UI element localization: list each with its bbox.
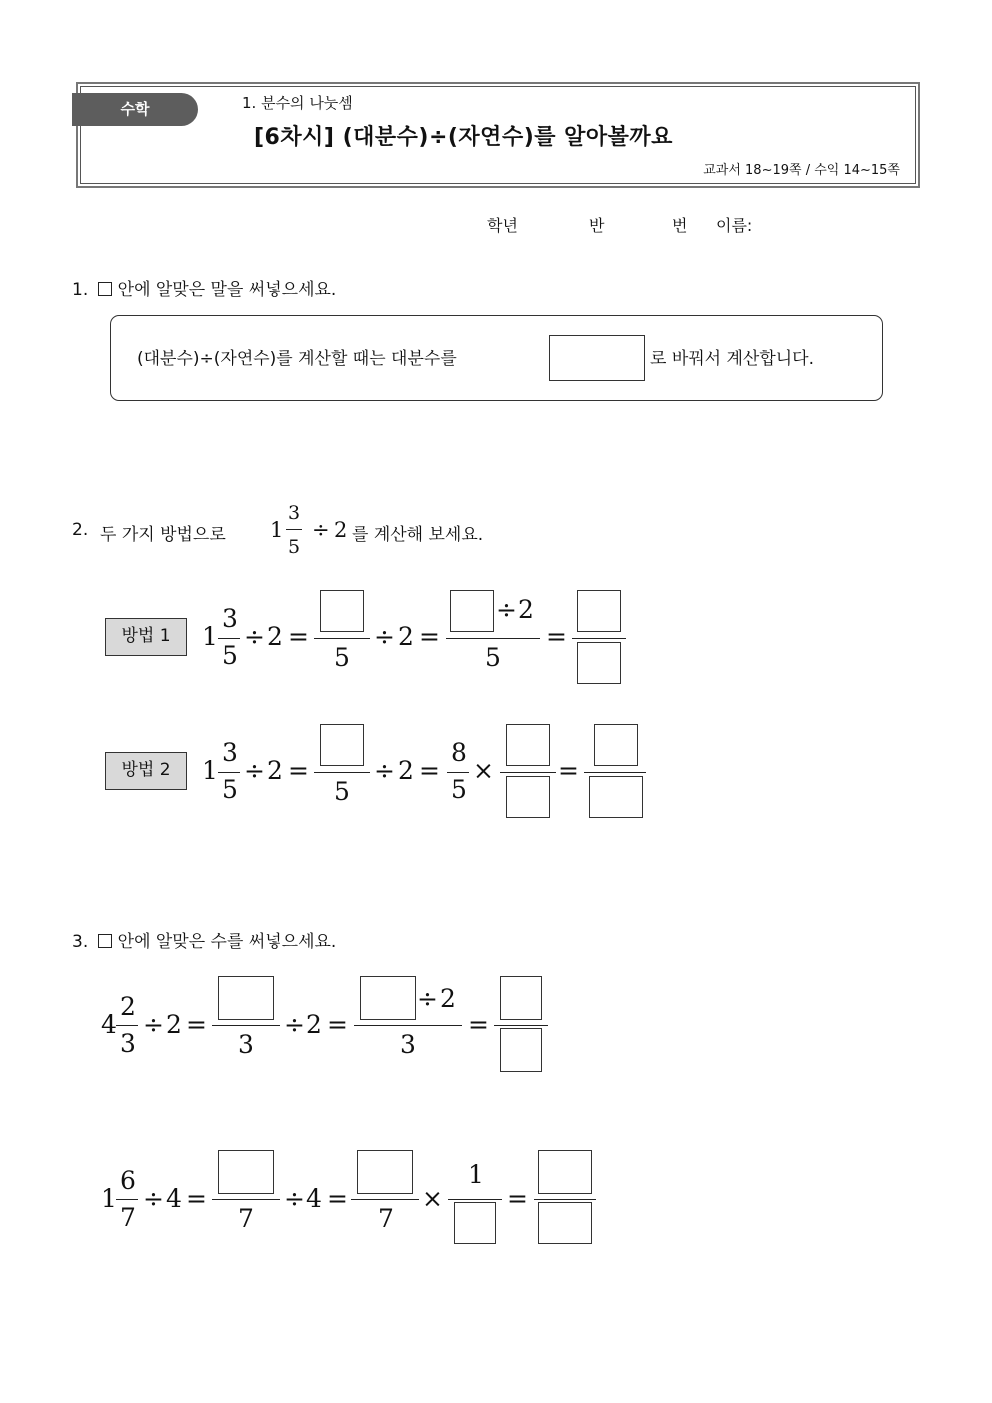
fraction-bar	[212, 1025, 280, 1026]
numerator-answer-box[interactable]	[218, 976, 274, 1020]
numerator: 3	[288, 502, 301, 524]
fraction-bar	[351, 1199, 419, 1200]
denominator: 5	[222, 641, 238, 670]
divisor: 4	[166, 1184, 182, 1213]
divide-sign: ÷	[143, 1184, 164, 1213]
name-label: 이름:	[716, 216, 753, 235]
grade-label: 학년	[487, 216, 518, 235]
fraction-bar	[116, 1199, 138, 1200]
question-number: 1.	[72, 280, 89, 300]
numerator-answer-box[interactable]	[577, 590, 621, 632]
numerator: 8	[451, 738, 467, 767]
question-1	[72, 275, 336, 300]
equals-sign: =	[186, 1010, 207, 1039]
empty-box-icon	[98, 282, 112, 296]
equals-sign: =	[288, 622, 309, 651]
empty-box-icon	[98, 934, 112, 948]
question-prompt: 안에 알맞은 말을 써넣으세요.	[117, 280, 337, 300]
lesson-title: [6차시] (대분수)÷(자연수)를 알아볼까요	[254, 125, 673, 150]
q1-sentence-after: 로 바꿔서 계산합니다.	[650, 349, 815, 369]
divide-sign: ÷	[244, 756, 265, 785]
mixed-whole: 1	[202, 622, 218, 651]
denominator: 7	[120, 1203, 136, 1232]
equals-sign: =	[419, 756, 440, 785]
question-2-number: 2.	[72, 520, 89, 540]
denominator: 3	[238, 1030, 254, 1059]
equals-sign: =	[507, 1184, 528, 1213]
fraction-bar	[314, 772, 370, 773]
denominator-answer-box[interactable]	[589, 776, 643, 818]
fraction-bar	[584, 772, 646, 773]
equals-sign: =	[327, 1010, 348, 1039]
numerator-answer-box[interactable]	[360, 976, 416, 1020]
question-prompt: 안에 알맞은 수를 써넣으세요.	[117, 932, 337, 952]
divisor: 2	[166, 1010, 182, 1039]
numerator-answer-box[interactable]	[218, 1150, 274, 1194]
question-2-prompt-after: 를 계산해 보세요.	[352, 525, 484, 545]
denominator-answer-box[interactable]	[500, 1028, 542, 1072]
numerator-answer-box[interactable]	[357, 1150, 413, 1194]
numerator-answer-box[interactable]	[594, 724, 638, 766]
divide-sign: ÷	[312, 518, 330, 542]
divide-sign: ÷	[417, 984, 438, 1013]
equals-sign: =	[327, 1184, 348, 1213]
unit-title: 1. 분수의 나눗셈	[242, 94, 353, 112]
denominator: 5	[334, 777, 350, 806]
mixed-whole: 1	[101, 1184, 117, 1213]
denominator-answer-box[interactable]	[577, 642, 621, 684]
divide-sign: ÷	[244, 622, 265, 651]
equals-sign: =	[546, 622, 567, 651]
mixed-whole: 1	[202, 756, 218, 785]
numerator: 3	[222, 604, 238, 633]
divide-sign: ÷	[143, 1010, 164, 1039]
divide-sign: ÷	[284, 1010, 305, 1039]
fraction-bar	[212, 1199, 280, 1200]
numerator-answer-box[interactable]	[320, 590, 364, 632]
fraction-bar	[354, 1025, 462, 1026]
divisor: 4	[306, 1184, 322, 1213]
denominator: 3	[400, 1030, 416, 1059]
divide-sign: ÷	[496, 595, 517, 624]
fraction-bar	[447, 772, 469, 773]
fraction-bar	[534, 1199, 596, 1200]
numerator-answer-box[interactable]	[320, 724, 364, 766]
denominator: 5	[222, 775, 238, 804]
divisor: 2	[398, 756, 414, 785]
method-1-badge: 방법 1	[105, 618, 187, 656]
numerator-answer-box[interactable]	[450, 590, 494, 632]
times-sign: ×	[473, 756, 494, 785]
numerator-answer-box[interactable]	[538, 1150, 592, 1194]
method-2-badge: 방법 2	[105, 752, 187, 790]
denominator: 5	[334, 643, 350, 672]
mixed-whole: 4	[101, 1010, 117, 1039]
numerator: 1	[468, 1160, 484, 1189]
divisor: 2	[267, 756, 283, 785]
fraction-bar	[218, 638, 240, 639]
page-reference: 교과서 18~19쪽 / 수익 14~15쪽	[703, 163, 900, 178]
numerator-answer-box[interactable]	[506, 724, 550, 766]
equals-sign: =	[419, 622, 440, 651]
fraction-bar	[572, 638, 626, 639]
divisor: 2	[518, 595, 534, 624]
divide-sign: ÷	[284, 1184, 305, 1213]
class-label: 반	[589, 216, 605, 235]
equals-sign: =	[468, 1010, 489, 1039]
denominator-answer-box[interactable]	[454, 1202, 496, 1244]
denominator: 7	[378, 1204, 394, 1233]
divide-sign: ÷	[374, 622, 395, 651]
number-label: 번	[672, 216, 688, 235]
denominator: 5	[288, 536, 301, 558]
equals-sign: =	[558, 756, 579, 785]
numerator: 2	[120, 992, 136, 1021]
q1-sentence-before: (대분수)÷(자연수)를 계산할 때는 대분수를	[137, 349, 457, 369]
equals-sign: =	[186, 1184, 207, 1213]
denominator: 3	[120, 1029, 136, 1058]
divisor: 2	[267, 622, 283, 651]
denominator: 5	[451, 775, 467, 804]
subject-tab: 수학	[72, 93, 198, 126]
times-sign: ×	[422, 1184, 443, 1213]
numerator: 3	[222, 738, 238, 767]
question-number: 3.	[72, 932, 89, 952]
fraction-bar	[314, 638, 370, 639]
question-2-prompt-before: 두 가지 방법으로	[100, 525, 226, 545]
fraction-bar	[494, 1025, 548, 1026]
fraction-bar	[500, 772, 556, 773]
question-3	[72, 927, 336, 952]
equals-sign: =	[288, 756, 309, 785]
denominator: 5	[485, 643, 501, 672]
fraction-bar	[116, 1025, 138, 1026]
denominator-answer-box[interactable]	[506, 776, 550, 818]
q1-answer-box[interactable]	[549, 335, 645, 381]
fraction-bar	[286, 529, 302, 530]
fraction-bar	[446, 638, 540, 639]
denominator: 7	[238, 1204, 254, 1233]
mixed-whole: 1	[270, 518, 284, 542]
numerator-answer-box[interactable]	[500, 976, 542, 1020]
numerator: 6	[120, 1166, 136, 1195]
fraction-bar	[448, 1199, 502, 1200]
fraction-bar	[218, 772, 240, 773]
divisor: 2	[398, 622, 414, 651]
divisor: 2	[440, 984, 456, 1013]
divide-sign: ÷	[374, 756, 395, 785]
divisor: 2	[306, 1010, 322, 1039]
denominator-answer-box[interactable]	[538, 1202, 592, 1244]
divisor: 2	[334, 518, 348, 542]
